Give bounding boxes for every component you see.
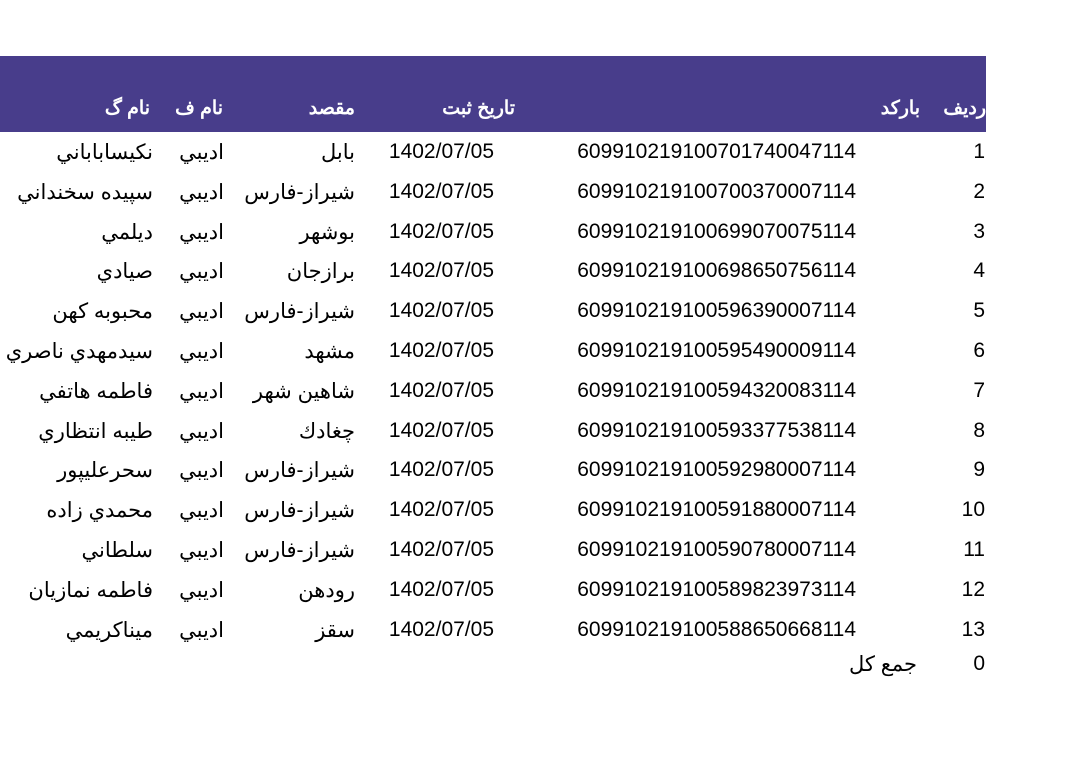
total-value: 0 (973, 652, 985, 675)
cell-row-no: 8 (973, 418, 985, 442)
header-barcode: بارکد (880, 98, 920, 119)
cell-first-name: اديبي (179, 379, 224, 403)
cell-barcode: 609910219100593377538114 (577, 418, 856, 442)
header-last-name: نام گ (104, 98, 150, 119)
cell-destination: شاهين شهر (252, 379, 355, 403)
cell-destination: شيراز-فارس (244, 180, 355, 204)
cell-first-name: اديبي (179, 260, 224, 284)
cell-last-name: نكيساباباني (56, 141, 153, 164)
cell-barcode: 609910219100592980007114 (577, 458, 856, 482)
cell-destination: چغادك (298, 419, 355, 443)
cell-destination: شيراز-فارس (244, 539, 355, 562)
table-header-band (0, 56, 986, 132)
cell-row-no: 12 (961, 577, 985, 601)
cell-row-no: 9 (973, 458, 985, 482)
cell-destination: رودهن (298, 578, 355, 602)
cell-first-name: اديبي (179, 220, 224, 244)
cell-reg-date: 1402/07/05 (388, 458, 494, 482)
cell-row-no: 2 (973, 179, 985, 203)
cell-first-name: اديبي (179, 340, 224, 363)
cell-reg-date: 1402/07/05 (388, 140, 494, 163)
cell-row-no: 7 (973, 378, 985, 402)
header-row-no: ردیف (943, 98, 986, 119)
cell-first-name: اديبي (179, 578, 224, 602)
cell-reg-date: 1402/07/05 (388, 259, 494, 283)
cell-reg-date: 1402/07/05 (388, 339, 494, 362)
header-reg-date: تاریخ ثبت (442, 98, 515, 119)
cell-destination: بوشهر (299, 220, 355, 244)
header-first-name: نام ف (175, 98, 223, 119)
total-label: جمع كل (848, 653, 917, 676)
cell-first-name: اديبي (179, 141, 224, 164)
cell-last-name: محبوبه كهن (52, 300, 153, 324)
cell-barcode: 609910219100594320083114 (577, 378, 856, 402)
cell-row-no: 10 (961, 498, 985, 522)
cell-last-name: صيادي (96, 260, 153, 284)
cell-destination: شيراز-فارس (244, 459, 355, 483)
cell-destination: برازجان (286, 260, 355, 284)
header-destination: مقصد (308, 98, 355, 119)
cell-barcode: 609910219100590780007114 (577, 538, 856, 561)
cell-reg-date: 1402/07/05 (388, 299, 494, 323)
cell-first-name: اديبي (179, 499, 224, 523)
cell-last-name: ميناكريمي (65, 618, 153, 642)
cell-reg-date: 1402/07/05 (388, 577, 494, 601)
cell-reg-date: 1402/07/05 (388, 378, 494, 402)
cell-row-no: 4 (973, 259, 985, 283)
cell-barcode: 609910219100700370007114 (577, 179, 856, 203)
cell-first-name: اديبي (179, 539, 224, 562)
cell-reg-date: 1402/07/05 (388, 179, 494, 203)
cell-last-name: سپيده سخنداني (17, 180, 153, 204)
cell-barcode: 609910219100698650756114 (577, 259, 856, 283)
cell-first-name: اديبي (179, 180, 224, 204)
cell-row-no: 13 (961, 617, 985, 641)
cell-last-name: طيبه انتظاري (38, 419, 153, 443)
cell-barcode: 609910219100588650668114 (577, 617, 856, 641)
cell-first-name: اديبي (179, 618, 224, 642)
cell-reg-date: 1402/07/05 (388, 617, 494, 641)
cell-last-name: فاطمه هاتفي (39, 379, 153, 403)
cell-last-name: محمدي زاده (46, 499, 153, 523)
cell-reg-date: 1402/07/05 (388, 418, 494, 442)
cell-last-name: سحرعليپور (57, 459, 153, 483)
cell-destination: بابل (321, 141, 355, 164)
cell-last-name: فاطمه نمازيان (28, 578, 153, 602)
cell-reg-date: 1402/07/05 (388, 219, 494, 243)
cell-destination: مشهد (304, 340, 355, 363)
cell-row-no: 11 (963, 538, 985, 561)
cell-destination: شيراز-فارس (244, 300, 355, 324)
cell-first-name: اديبي (179, 300, 224, 324)
cell-row-no: 5 (973, 299, 985, 323)
cell-destination: سقز (315, 618, 355, 642)
cell-destination: شيراز-فارس (244, 499, 355, 523)
cell-barcode: 609910219100589823973114 (577, 577, 856, 601)
cell-barcode: 609910219100701740047114 (577, 140, 856, 163)
cell-barcode: 609910219100595490009114 (577, 339, 856, 362)
cell-barcode: 609910219100591880007114 (577, 498, 856, 522)
cell-last-name: سيدمهدي ناصري (5, 340, 153, 363)
cell-last-name: سلطاني (81, 539, 153, 562)
cell-row-no: 3 (973, 219, 985, 243)
cell-row-no: 1 (973, 140, 985, 163)
cell-row-no: 6 (973, 339, 985, 362)
cell-last-name: ديلمي (101, 220, 153, 244)
cell-reg-date: 1402/07/05 (388, 498, 494, 522)
cell-barcode: 609910219100596390007114 (577, 299, 856, 323)
cell-reg-date: 1402/07/05 (388, 538, 494, 561)
cell-first-name: اديبي (179, 459, 224, 483)
cell-barcode: 609910219100699070075114 (577, 219, 856, 243)
cell-first-name: اديبي (179, 419, 224, 443)
